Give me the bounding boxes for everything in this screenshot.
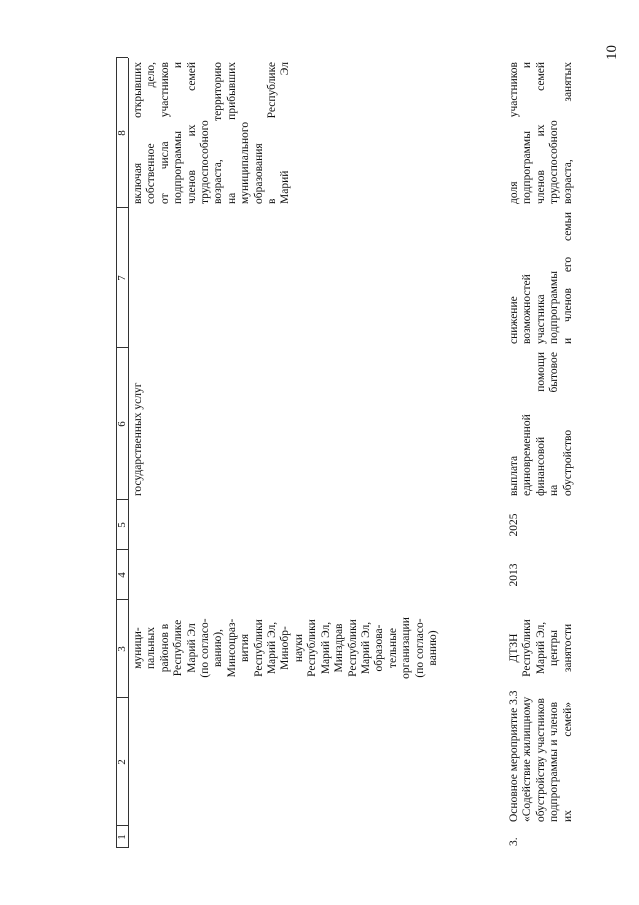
column-header-4: 4	[116, 572, 128, 578]
column-header-8: 8	[116, 130, 128, 136]
page-number: 10	[604, 45, 620, 60]
column-header-3: 3	[116, 646, 128, 652]
start-year: 2013	[508, 563, 520, 587]
column-header-5: 5	[116, 522, 128, 528]
indicator-link: доля участников подпрограммы и членов их семей трудоспособного возраста, занятых	[508, 62, 574, 204]
end-year: 2025	[508, 513, 520, 537]
row-number: 3.	[508, 837, 520, 846]
expected-result: выплата единовременной финансовой помощи на бытовое обустройство	[508, 352, 574, 496]
column-header-7: 7	[116, 275, 128, 281]
continued-cell-result: государственных услуг	[132, 382, 144, 496]
responsible-executor: ДТЗН Республики Марий Эл, центры занятости	[508, 619, 574, 677]
non-implementation-consequences: снижение возможностей участника подпрограммы и членов его семьи	[508, 212, 574, 344]
column-header-2: 2	[116, 759, 128, 765]
column-header-6: 6	[116, 421, 128, 427]
table-continuation	[116, 58, 594, 848]
measure-name: Основное мероприятие 3.3 «Содействие жилищному обустройству участников подпрограммы и членов их семей»	[508, 690, 574, 822]
continued-cell-executors: муници- пальных районов в Республике Марий Эл (по согласо- ванию), Минсоцраз- вития Республики Марий Эл, Минобр- науки Республики Марий Эл, Минздрав Республики Марий Эл, образова- тельные организации (по согласо- ванию)	[132, 617, 439, 679]
continued-cell-indicator: включая открывших собственное дело, от числа участников подпрограммы и членов их семей трудоспособного возраста, территорию на прибывших муниципального образования в Республике Марий Эл	[132, 62, 292, 204]
column-header-1: 1	[116, 834, 128, 840]
